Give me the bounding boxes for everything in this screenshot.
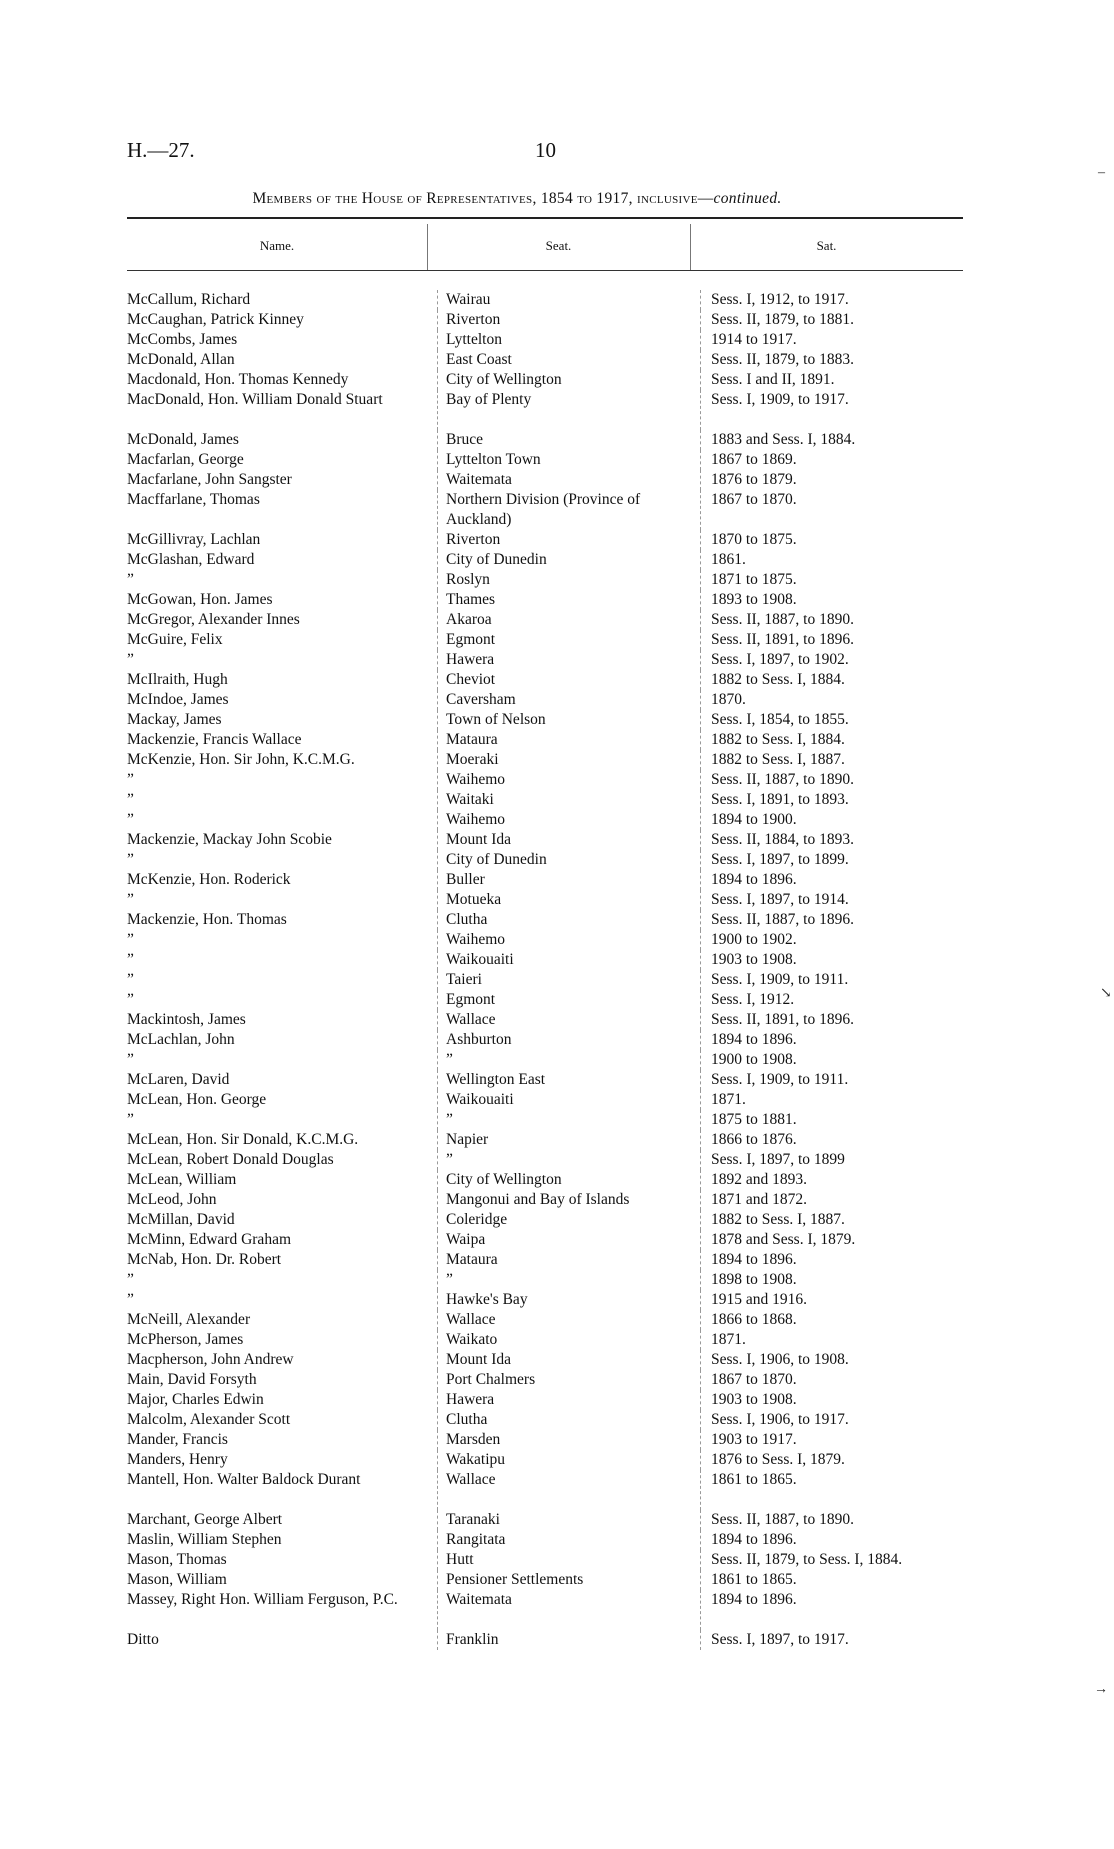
member-sat: Sess. I, 1906, to 1917. bbox=[700, 1410, 974, 1430]
table-row bbox=[127, 330, 963, 350]
member-seat: Wallace bbox=[437, 1010, 697, 1030]
table-row bbox=[127, 1230, 963, 1250]
member-name: Macfarlan, George bbox=[127, 451, 244, 468]
member-name: Malcolm, Alexander Scott bbox=[127, 1411, 291, 1428]
member-sat: Sess. II, 1879, to 1883. bbox=[700, 350, 974, 370]
member-sat: 1894 to 1896. bbox=[700, 870, 974, 890]
table-row bbox=[127, 630, 963, 650]
member-sat: 1900 to 1908. bbox=[700, 1050, 974, 1070]
member-seat: Rangitata bbox=[437, 1530, 697, 1550]
member-seat: Mangonui and Bay of Islands bbox=[437, 1190, 697, 1210]
member-seat: Waipa bbox=[437, 1230, 697, 1250]
member-sat: Sess. I, 1909, to 1911. bbox=[700, 1070, 974, 1090]
member-seat: ” bbox=[437, 1150, 697, 1170]
table-row bbox=[127, 1130, 963, 1150]
member-sat: 1882 to Sess. I, 1887. bbox=[700, 1210, 974, 1230]
table-row bbox=[127, 530, 963, 550]
table-row bbox=[127, 1270, 963, 1290]
member-sat: 1882 to Sess. I, 1884. bbox=[700, 730, 974, 750]
member-name: ” bbox=[127, 771, 134, 788]
member-seat: Taieri bbox=[437, 970, 697, 990]
member-name: McLean, Robert Donald Douglas bbox=[127, 1151, 334, 1168]
table-row bbox=[127, 950, 963, 970]
member-name: ” bbox=[127, 1271, 134, 1288]
member-seat: Clutha bbox=[437, 910, 697, 930]
member-seat: East Coast bbox=[437, 350, 697, 370]
page-number: 10 bbox=[535, 138, 556, 162]
member-sat: 1870 to 1875. bbox=[700, 530, 974, 550]
member-seat: Mount Ida bbox=[437, 830, 697, 850]
member-sat: Sess. II, 1879, to 1881. bbox=[700, 310, 974, 330]
table-row bbox=[127, 1410, 963, 1430]
title-main: Members of the House of Representatives, 1854 to 1917, inclusive— bbox=[252, 190, 714, 207]
member-name: McMinn, Edward Graham bbox=[127, 1231, 291, 1248]
member-seat: Mount Ida bbox=[437, 1350, 697, 1370]
table-row bbox=[127, 1030, 963, 1050]
member-seat: Buller bbox=[437, 870, 697, 890]
member-seat: Taranaki bbox=[437, 1510, 697, 1530]
member-sat: 1867 to 1869. bbox=[700, 450, 974, 470]
member-seat: Thames bbox=[437, 590, 697, 610]
table-row bbox=[127, 990, 963, 1010]
member-name: Manders, Henry bbox=[127, 1451, 228, 1468]
member-seat: Hawera bbox=[437, 1390, 697, 1410]
table-row bbox=[127, 470, 963, 490]
member-seat: Caversham bbox=[437, 690, 697, 710]
member-sat: Sess. II, 1887, to 1890. bbox=[700, 770, 974, 790]
member-sat: Sess. I, 1891, to 1893. bbox=[700, 790, 974, 810]
member-seat: Riverton bbox=[437, 530, 697, 550]
table-row bbox=[127, 350, 963, 370]
member-name: Mason, William bbox=[127, 1571, 227, 1588]
member-sat: 1903 to 1908. bbox=[700, 950, 974, 970]
member-name: McCallum, Richard bbox=[127, 291, 251, 308]
member-seat: City of Dunedin bbox=[437, 550, 697, 570]
member-name: McGlashan, Edward bbox=[127, 551, 255, 568]
table-row bbox=[127, 1010, 963, 1030]
member-seat: Lyttelton Town bbox=[437, 450, 697, 470]
members-table bbox=[127, 290, 963, 1650]
member-seat: Pensioner Settlements bbox=[437, 1570, 697, 1590]
member-name: McDonald, James bbox=[127, 431, 239, 448]
member-sat: 1882 to Sess. I, 1887. bbox=[700, 750, 974, 770]
member-name: McCaughan, Patrick Kinney bbox=[127, 311, 304, 328]
member-sat: 1894 to 1896. bbox=[700, 1590, 974, 1630]
member-name: ” bbox=[127, 1291, 134, 1308]
member-seat: ” bbox=[437, 1270, 697, 1290]
member-seat: Town of Nelson bbox=[437, 710, 697, 730]
member-sat: Sess. II, 1879, to Sess. I, 1884. bbox=[700, 1550, 974, 1570]
member-name: Mackenzie, Francis Wallace bbox=[127, 731, 302, 748]
member-sat: 1867 to 1870. bbox=[700, 490, 974, 530]
member-sat: Sess. II, 1891, to 1896. bbox=[700, 630, 974, 650]
member-sat: 1883 and Sess. I, 1884. bbox=[700, 430, 974, 450]
member-seat: Lyttelton bbox=[437, 330, 697, 350]
member-sat: Sess. I, 1912. bbox=[700, 990, 974, 1010]
member-name: McNab, Hon. Dr. Robert bbox=[127, 1251, 282, 1268]
member-sat: 1876 to Sess. I, 1879. bbox=[700, 1450, 974, 1470]
table-row bbox=[127, 1470, 963, 1510]
member-name: ” bbox=[127, 651, 134, 668]
member-name: McGowan, Hon. James bbox=[127, 591, 273, 608]
table-row bbox=[127, 1170, 963, 1190]
member-name: Macpherson, John Andrew bbox=[127, 1351, 294, 1368]
member-sat: 1900 to 1902. bbox=[700, 930, 974, 950]
table-row bbox=[127, 1570, 963, 1590]
member-sat: Sess. II, 1891, to 1896. bbox=[700, 1010, 974, 1030]
member-sat: Sess. I, 1909, to 1917. bbox=[700, 390, 974, 430]
member-seat: Franklin bbox=[437, 1630, 697, 1650]
table-row bbox=[127, 670, 963, 690]
member-name: Mackay, James bbox=[127, 711, 222, 728]
member-name: Macdonald, Hon. Thomas Kennedy bbox=[127, 371, 349, 388]
member-name: Macfarlane, John Sangster bbox=[127, 471, 292, 488]
member-seat: City of Dunedin bbox=[437, 850, 697, 870]
member-sat: Sess. I and II, 1891. bbox=[700, 370, 974, 390]
table-row bbox=[127, 450, 963, 470]
member-seat: Waihemo bbox=[437, 810, 697, 830]
column-header-name: Name. bbox=[259, 238, 295, 253]
member-name: ” bbox=[127, 991, 134, 1008]
member-sat: 1870. bbox=[700, 690, 974, 710]
header-rule bbox=[127, 270, 963, 271]
table-row bbox=[127, 690, 963, 710]
member-name: ” bbox=[127, 931, 134, 948]
member-seat: Waikouaiti bbox=[437, 950, 697, 970]
member-name: McNeill, Alexander bbox=[127, 1311, 251, 1328]
table-row bbox=[127, 1370, 963, 1390]
table-row bbox=[127, 570, 963, 590]
member-name: McMillan, David bbox=[127, 1211, 235, 1228]
member-seat: Hawke's Bay bbox=[437, 1290, 697, 1310]
member-sat: Sess. I, 1909, to 1911. bbox=[700, 970, 974, 990]
member-name: McPherson, James bbox=[127, 1331, 244, 1348]
member-name: ” bbox=[127, 851, 134, 868]
table-row bbox=[127, 1210, 963, 1230]
member-seat: Wallace bbox=[437, 1470, 697, 1510]
member-name: ” bbox=[127, 1111, 134, 1128]
member-name: McIlraith, Hugh bbox=[127, 671, 228, 688]
member-seat: Northern Division (Province of Auckland) bbox=[437, 490, 697, 530]
member-seat: City of Wellington bbox=[437, 370, 697, 390]
member-sat: 1876 to 1879. bbox=[700, 470, 974, 490]
member-name: Macffarlane, Thomas bbox=[127, 491, 260, 508]
member-sat: 1866 to 1868. bbox=[700, 1310, 974, 1330]
member-sat: 1871. bbox=[700, 1330, 974, 1350]
table-row bbox=[127, 790, 963, 810]
member-name: Mackenzie, Hon. Thomas bbox=[127, 911, 287, 928]
member-seat: Wakatipu bbox=[437, 1450, 697, 1470]
member-name: McDonald, Allan bbox=[127, 351, 235, 368]
table-row bbox=[127, 390, 963, 430]
member-sat: 1894 to 1896. bbox=[700, 1250, 974, 1270]
top-rule bbox=[127, 217, 963, 219]
member-name: ” bbox=[127, 791, 134, 808]
member-seat: ” bbox=[437, 1050, 697, 1070]
member-name: Marchant, George Albert bbox=[127, 1511, 283, 1528]
member-seat: Egmont bbox=[437, 630, 697, 650]
title-continued: continued. bbox=[713, 190, 782, 207]
column-header-seat: Seat. bbox=[545, 238, 572, 253]
member-name: McKenzie, Hon. Roderick bbox=[127, 871, 291, 888]
member-name: ” bbox=[127, 971, 134, 988]
table-row bbox=[127, 650, 963, 670]
member-sat: 1893 to 1908. bbox=[700, 590, 974, 610]
member-name: McLean, Hon. George bbox=[127, 1091, 267, 1108]
member-seat: Waitemata bbox=[437, 470, 697, 490]
member-seat: Bruce bbox=[437, 430, 697, 450]
table-row bbox=[127, 1630, 963, 1650]
member-name: ” bbox=[127, 571, 134, 588]
member-seat: Ashburton bbox=[437, 1030, 697, 1050]
member-sat: 1878 and Sess. I, 1879. bbox=[700, 1230, 974, 1250]
member-sat: Sess. I, 1854, to 1855. bbox=[700, 710, 974, 730]
member-sat: 1903 to 1917. bbox=[700, 1430, 974, 1450]
member-seat: Mataura bbox=[437, 1250, 697, 1270]
member-sat: 1894 to 1896. bbox=[700, 1030, 974, 1050]
member-sat: 1867 to 1870. bbox=[700, 1370, 974, 1390]
margin-mark: → bbox=[1094, 1682, 1108, 1697]
member-seat: Hawera bbox=[437, 650, 697, 670]
member-sat: Sess. II, 1887, to 1896. bbox=[700, 910, 974, 930]
member-name: ” bbox=[127, 1051, 134, 1068]
member-seat: City of Wellington bbox=[437, 1170, 697, 1190]
table-row bbox=[127, 1530, 963, 1550]
member-seat: Wellington East bbox=[437, 1070, 697, 1090]
table-row bbox=[127, 590, 963, 610]
member-name: McCombs, James bbox=[127, 331, 238, 348]
member-name: Ditto bbox=[127, 1631, 159, 1648]
table-row bbox=[127, 1330, 963, 1350]
member-seat: Waikouaiti bbox=[437, 1090, 697, 1110]
table-row bbox=[127, 1110, 963, 1130]
member-seat: Clutha bbox=[437, 1410, 697, 1430]
member-seat: Mataura bbox=[437, 730, 697, 750]
member-sat: 1875 to 1881. bbox=[700, 1110, 974, 1130]
table-row bbox=[127, 1390, 963, 1410]
member-sat: 1866 to 1876. bbox=[700, 1130, 974, 1150]
table-row bbox=[127, 830, 963, 850]
member-seat: Moeraki bbox=[437, 750, 697, 770]
table-row bbox=[127, 1590, 963, 1630]
member-seat: Wairau bbox=[437, 290, 697, 310]
member-name: McGregor, Alexander Innes bbox=[127, 611, 300, 628]
member-sat: 1882 to Sess. I, 1884. bbox=[700, 670, 974, 690]
member-name: McLaren, David bbox=[127, 1071, 230, 1088]
member-seat: Roslyn bbox=[437, 570, 697, 590]
table-row bbox=[127, 930, 963, 950]
column-header-sat: Sat. bbox=[816, 238, 837, 253]
table-row bbox=[127, 710, 963, 730]
member-sat: 1871. bbox=[700, 1090, 974, 1110]
table-row bbox=[127, 1070, 963, 1090]
table-row bbox=[127, 1090, 963, 1110]
table-row bbox=[127, 1550, 963, 1570]
table-row bbox=[127, 1310, 963, 1330]
table-row bbox=[127, 1510, 963, 1530]
table-row bbox=[127, 1050, 963, 1070]
table-row bbox=[127, 290, 963, 310]
member-seat: Waitaki bbox=[437, 790, 697, 810]
member-seat: Cheviot bbox=[437, 670, 697, 690]
member-seat: Hutt bbox=[437, 1550, 697, 1570]
table-row bbox=[127, 810, 963, 830]
member-sat: 1861 to 1865. bbox=[700, 1570, 974, 1590]
table-row bbox=[127, 1190, 963, 1210]
table-row bbox=[127, 1290, 963, 1310]
table-row bbox=[127, 1450, 963, 1470]
member-name: Mander, Francis bbox=[127, 1431, 228, 1448]
member-seat: Waihemo bbox=[437, 770, 697, 790]
member-sat: Sess. II, 1884, to 1893. bbox=[700, 830, 974, 850]
document-code: H.—27. bbox=[127, 138, 195, 162]
member-name: McLachlan, John bbox=[127, 1031, 235, 1048]
member-name: McKenzie, Hon. Sir John, K.C.M.G. bbox=[127, 751, 355, 768]
member-sat: Sess. I, 1906, to 1908. bbox=[700, 1350, 974, 1370]
member-seat: ” bbox=[437, 1110, 697, 1130]
member-name: ” bbox=[127, 891, 134, 908]
margin-mark: ↘ bbox=[1100, 986, 1112, 1001]
member-name: Maslin, William Stephen bbox=[127, 1531, 282, 1548]
member-sat: Sess. I, 1897, to 1917. bbox=[700, 1630, 974, 1650]
table-row bbox=[127, 1350, 963, 1370]
table-row bbox=[127, 490, 963, 530]
member-name: McIndoe, James bbox=[127, 691, 229, 708]
member-sat: 1915 and 1916. bbox=[700, 1290, 974, 1310]
member-sat: 1894 to 1900. bbox=[700, 810, 974, 830]
table-row bbox=[127, 430, 963, 450]
table-row bbox=[127, 890, 963, 910]
member-name: ” bbox=[127, 811, 134, 828]
member-sat: Sess. II, 1887, to 1890. bbox=[700, 1510, 974, 1530]
member-sat: Sess. I, 1897, to 1899 bbox=[700, 1150, 974, 1170]
table-row bbox=[127, 1250, 963, 1270]
table-row bbox=[127, 370, 963, 390]
member-seat: Coleridge bbox=[437, 1210, 697, 1230]
member-name: McGillivray, Lachlan bbox=[127, 531, 261, 548]
table-row bbox=[127, 730, 963, 750]
member-name: Mackintosh, James bbox=[127, 1011, 246, 1028]
member-sat: Sess. I, 1912, to 1917. bbox=[700, 290, 974, 310]
member-seat: Akaroa bbox=[437, 610, 697, 630]
member-sat: Sess. II, 1887, to 1890. bbox=[700, 610, 974, 630]
member-seat: Motueka bbox=[437, 890, 697, 910]
member-sat: 1894 to 1896. bbox=[700, 1530, 974, 1550]
table-row bbox=[127, 870, 963, 890]
member-seat: Riverton bbox=[437, 310, 697, 330]
table-row bbox=[127, 910, 963, 930]
member-seat: Marsden bbox=[437, 1430, 697, 1450]
member-seat: Wallace bbox=[437, 1310, 697, 1330]
member-sat: 1871 to 1875. bbox=[700, 570, 974, 590]
member-name: McLeod, John bbox=[127, 1191, 217, 1208]
member-sat: 1898 to 1908. bbox=[700, 1270, 974, 1290]
table-row bbox=[127, 850, 963, 870]
member-name: Mackenzie, Mackay John Scobie bbox=[127, 831, 332, 848]
member-name: McLean, Hon. Sir Donald, K.C.M.G. bbox=[127, 1131, 359, 1148]
table-row bbox=[127, 970, 963, 990]
member-seat: Bay of Plenty bbox=[437, 390, 697, 430]
table-row bbox=[127, 1150, 963, 1170]
member-sat: Sess. I, 1897, to 1899. bbox=[700, 850, 974, 870]
member-name: ” bbox=[127, 951, 134, 968]
table-row bbox=[127, 610, 963, 630]
member-name: Massey, Right Hon. William Ferguson, P.C. bbox=[127, 1591, 398, 1608]
member-name: Major, Charles Edwin bbox=[127, 1391, 264, 1408]
page-header bbox=[127, 138, 907, 168]
member-seat: Napier bbox=[437, 1130, 697, 1150]
table-row bbox=[127, 770, 963, 790]
member-sat: 1892 and 1893. bbox=[700, 1170, 974, 1190]
member-sat: 1903 to 1908. bbox=[700, 1390, 974, 1410]
member-seat: Egmont bbox=[437, 990, 697, 1010]
member-sat: Sess. I, 1897, to 1902. bbox=[700, 650, 974, 670]
table-row bbox=[127, 1430, 963, 1450]
member-sat: 1861. bbox=[700, 550, 974, 570]
member-sat: 1861 to 1865. bbox=[700, 1470, 974, 1510]
document-title bbox=[127, 190, 907, 208]
table-row bbox=[127, 310, 963, 330]
member-name: Main, David Forsyth bbox=[127, 1371, 257, 1388]
margin-mark: – bbox=[1098, 165, 1105, 180]
member-name: MacDonald, Hon. William Donald Stuart bbox=[127, 391, 383, 408]
member-sat: 1871 and 1872. bbox=[700, 1190, 974, 1210]
member-name: McGuire, Felix bbox=[127, 631, 223, 648]
member-sat: 1914 to 1917. bbox=[700, 330, 974, 350]
table-row bbox=[127, 750, 963, 770]
member-name: Mason, Thomas bbox=[127, 1551, 227, 1568]
member-name: Mantell, Hon. Walter Baldock Durant bbox=[127, 1471, 361, 1488]
member-seat: Waitemata bbox=[437, 1590, 697, 1630]
member-sat: Sess. I, 1897, to 1914. bbox=[700, 890, 974, 910]
member-seat: Waihemo bbox=[437, 930, 697, 950]
member-seat: Port Chalmers bbox=[437, 1370, 697, 1390]
member-seat: Waikato bbox=[437, 1330, 697, 1350]
table-row bbox=[127, 550, 963, 570]
member-name: McLean, William bbox=[127, 1171, 237, 1188]
